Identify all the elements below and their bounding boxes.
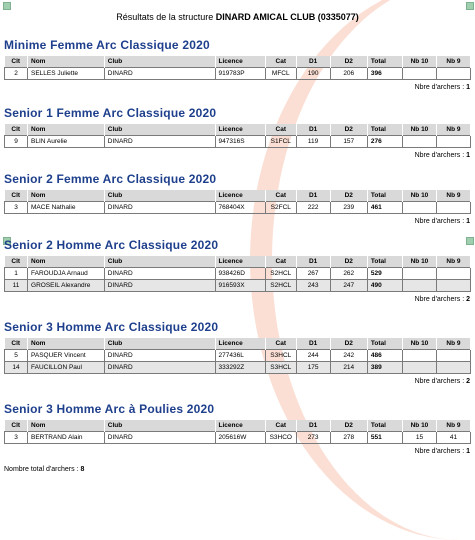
table-cell: 551 [367,432,402,444]
archer-count-label: Nbre d'archers : [414,152,465,159]
table-cell: 175 [296,362,330,374]
column-header: D1 [296,256,330,268]
archer-count-label: Nbre d'archers : [414,448,465,455]
column-header: D1 [296,56,330,68]
table-cell [436,268,470,280]
table-cell: 278 [330,432,367,444]
column-header: Nb 9 [436,420,470,432]
table-cell: MACE Nathalie [28,202,105,214]
column-header: Club [104,56,215,68]
column-header: Nom [28,190,105,202]
table-cell [436,362,470,374]
column-header: Nb 9 [436,338,470,350]
column-header: Clt [5,124,28,136]
column-header: Clt [5,190,28,202]
table-cell: 3 [5,432,28,444]
table-cell: DINARD [104,280,215,292]
table-cell: 242 [330,350,367,362]
table-cell [402,68,436,80]
table-cell: 205616W [215,432,265,444]
results-table [4,124,471,148]
table-cell: 119 [296,136,330,148]
column-header: Licence [215,256,265,268]
category-title: Senior 3 Homme Arc Classique 2020 [4,320,219,334]
table-cell: 389 [367,362,402,374]
column-header: Club [104,338,215,350]
table-row [5,350,471,362]
column-header: Nb 9 [436,256,470,268]
table-cell: 222 [296,202,330,214]
table-cell: DINARD [104,432,215,444]
table-cell: 461 [367,202,402,214]
table-cell: 243 [296,280,330,292]
table-cell: 157 [330,136,367,148]
archer-count [4,448,472,455]
column-header: Licence [215,190,265,202]
column-header: Total [367,420,402,432]
table-cell: 15 [402,432,436,444]
column-header: Nom [28,338,105,350]
table-cell: 276 [367,136,402,148]
club-name: DINARD AMICAL CLUB (0335077) [215,12,359,22]
column-header: Cat [265,420,296,432]
column-header: D1 [296,124,330,136]
column-header: Licence [215,338,265,350]
table-cell: SELLES Juliette [28,68,105,80]
column-header: Nb 10 [402,338,436,350]
column-header: Club [104,420,215,432]
results-table [4,338,471,374]
table-cell: 396 [367,68,402,80]
table-cell: DINARD [104,268,215,280]
table-cell [402,350,436,362]
archer-count [4,152,472,159]
header-prefix: Résultats de la structure [116,12,214,22]
total-archers-label: Nombre total d'archers : [4,466,79,473]
table-cell: 247 [330,280,367,292]
category-title: Senior 3 Homme Arc à Poulies 2020 [4,402,215,416]
column-header: Nb 9 [436,56,470,68]
table-cell: 947316S [215,136,265,148]
table-row [5,136,471,148]
archer-count-label: Nbre d'archers : [414,296,465,303]
table-cell [436,68,470,80]
column-header: Nb 9 [436,190,470,202]
table-cell: BLIN Aurelie [28,136,105,148]
column-header: D1 [296,338,330,350]
archer-count [4,218,472,225]
column-header: Club [104,190,215,202]
archer-count-label: Nbre d'archers : [414,84,465,91]
table-cell: FAUCILLON Paul [28,362,105,374]
column-header: D1 [296,190,330,202]
table-cell: 190 [296,68,330,80]
column-header: Total [367,338,402,350]
total-archers-value: 8 [80,466,85,473]
column-header: D2 [330,420,367,432]
column-header: Nb 10 [402,190,436,202]
column-header: D2 [330,124,367,136]
table-cell [402,280,436,292]
column-header: Nb 9 [436,124,470,136]
archer-count-value: 2 [466,378,470,385]
table-cell: 1 [5,268,28,280]
column-header: D2 [330,56,367,68]
archer-count-value: 1 [466,84,470,91]
table-cell: 41 [436,432,470,444]
column-header: D2 [330,256,367,268]
table-cell: DINARD [104,202,215,214]
column-header: Cat [265,190,296,202]
column-header: Nb 10 [402,124,436,136]
category-section [4,38,472,91]
archer-count-label: Nbre d'archers : [414,218,465,225]
column-header: Clt [5,338,28,350]
archer-count [4,378,472,385]
table-row [5,432,471,444]
table-cell: 529 [367,268,402,280]
page-header [0,12,475,22]
table-cell: 267 [296,268,330,280]
column-header: Total [367,190,402,202]
column-header: Total [367,56,402,68]
table-cell: DINARD [104,362,215,374]
table-cell: S3HCO [265,432,296,444]
table-cell [436,136,470,148]
table-cell: 333292Z [215,362,265,374]
table-cell: 244 [296,350,330,362]
table-cell: S1FCL [265,136,296,148]
table-cell: 273 [296,432,330,444]
column-header: Clt [5,56,28,68]
table-cell: 239 [330,202,367,214]
table-cell: S2HCL [265,280,296,292]
table-cell: 919783P [215,68,265,80]
table-cell: S2HCL [265,268,296,280]
table-cell: FAROUDJA Arnaud [28,268,105,280]
column-header: Licence [215,56,265,68]
table-cell [436,202,470,214]
results-table [4,256,471,292]
corner-marker [3,2,11,10]
category-section [4,172,472,225]
table-cell: 3 [5,202,28,214]
column-header: Nom [28,124,105,136]
category-title: Senior 1 Femme Arc Classique 2020 [4,106,217,120]
table-row [5,68,471,80]
results-table [4,56,471,80]
column-header: Cat [265,256,296,268]
table-cell: DINARD [104,350,215,362]
column-header: Licence [215,420,265,432]
table-cell [436,350,470,362]
column-header: Clt [5,420,28,432]
column-header: D2 [330,190,367,202]
table-cell: DINARD [104,136,215,148]
table-cell: 2 [5,68,28,80]
table-cell: 490 [367,280,402,292]
column-header: Nb 10 [402,56,436,68]
category-title: Senior 2 Homme Arc Classique 2020 [4,238,219,252]
table-cell: 916593X [215,280,265,292]
table-cell: GROSEIL Alexandre [28,280,105,292]
column-header: Total [367,124,402,136]
column-header: Cat [265,338,296,350]
column-header: Nb 10 [402,420,436,432]
table-cell: PASQUER Vincent [28,350,105,362]
table-cell: 9 [5,136,28,148]
table-cell: S3HCL [265,362,296,374]
table-cell [402,362,436,374]
table-row [5,202,471,214]
column-header: Nom [28,56,105,68]
category-section [4,320,472,385]
column-header: Total [367,256,402,268]
corner-marker [466,2,474,10]
table-cell: 262 [330,268,367,280]
category-section [4,106,472,159]
column-header: Cat [265,56,296,68]
column-header: Licence [215,124,265,136]
column-header: D1 [296,420,330,432]
table-cell: S3HCL [265,350,296,362]
table-cell: 5 [5,350,28,362]
table-cell [402,268,436,280]
results-table [4,420,471,444]
archer-count-value: 1 [466,152,470,159]
category-section [4,238,472,303]
category-section [4,402,472,455]
archer-count [4,296,472,303]
column-header: D2 [330,338,367,350]
archer-count [4,84,472,91]
table-cell [402,136,436,148]
results-table [4,190,471,214]
archer-count-value: 1 [466,448,470,455]
column-header: Club [104,124,215,136]
table-cell: 214 [330,362,367,374]
archer-count-value: 2 [466,296,470,303]
category-title: Minime Femme Arc Classique 2020 [4,38,210,52]
column-header: Clt [5,256,28,268]
table-cell [436,280,470,292]
column-header: Nb 10 [402,256,436,268]
category-title: Senior 2 Femme Arc Classique 2020 [4,172,217,186]
column-header: Nom [28,256,105,268]
table-cell: 938426D [215,268,265,280]
table-row [5,280,471,292]
table-cell: 11 [5,280,28,292]
table-cell: BERTRAND Alain [28,432,105,444]
table-cell: 14 [5,362,28,374]
column-header: Cat [265,124,296,136]
table-cell: 486 [367,350,402,362]
table-cell: 768404X [215,202,265,214]
table-cell: 277436L [215,350,265,362]
column-header: Club [104,256,215,268]
archer-count-value: 1 [466,218,470,225]
table-cell: S2FCL [265,202,296,214]
column-header: Nom [28,420,105,432]
table-cell: MFCL [265,68,296,80]
archer-count-label: Nbre d'archers : [414,378,465,385]
table-row [5,362,471,374]
total-archers [4,466,84,473]
table-cell: DINARD [104,68,215,80]
table-row [5,268,471,280]
table-cell: 206 [330,68,367,80]
table-cell [402,202,436,214]
